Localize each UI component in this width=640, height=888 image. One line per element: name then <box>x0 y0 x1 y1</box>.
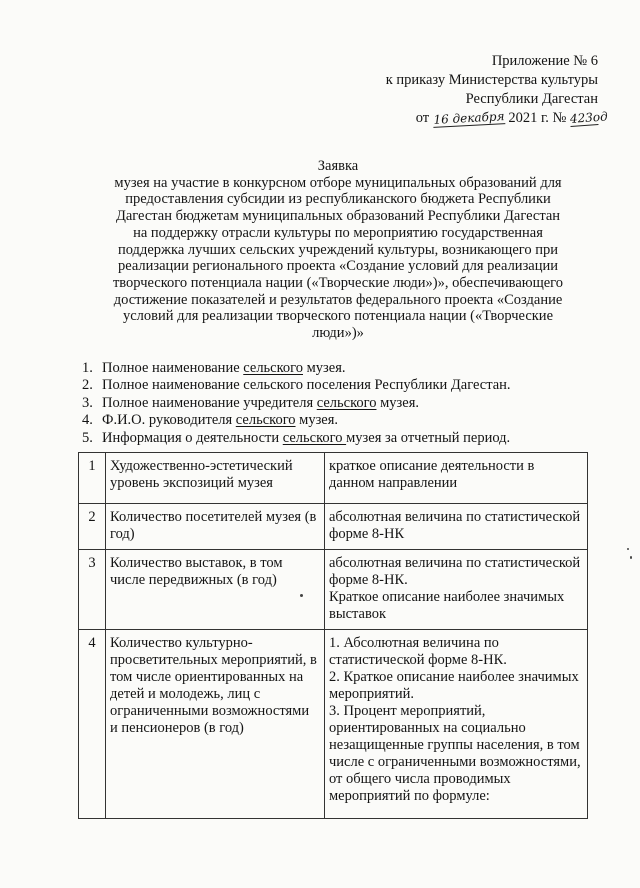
title-line: поддержка лучших сельских учреждений культуры, возникающего при <box>117 241 559 258</box>
description-line: 3. Процент мероприятий, ориентированных на социально незащищенные группы населения, в том числе с ограниченными возможностями, от общего числа проводимых мероприятий по формуле: <box>329 703 581 804</box>
row-number: 2 <box>79 504 106 550</box>
table-row <box>79 453 588 504</box>
scan-speck <box>300 594 303 597</box>
criteria-table <box>78 452 588 819</box>
title-line: условий для реализации творческого потенциала нации («Творческие <box>122 308 554 325</box>
list-item: 3. Полное наименование учредителя сельского музея. <box>82 394 419 411</box>
list-item: 5. Информация о деятельности сельского музея за отчетный период. <box>82 429 511 446</box>
description-line: краткое описание деятельности в данном направлении <box>329 458 535 491</box>
title-line: достижение показателей и результатов федерального проекта «Создание <box>113 291 563 308</box>
list-item: 4. Ф.И.О. руководителя сельского музея. <box>82 412 339 429</box>
description-line: 1. Абсолютная величина по статистической форме 8-НК. <box>329 635 507 668</box>
criterion-label: Художественно-эстетический уровень экспозиций музея <box>106 453 325 504</box>
handwritten-order-number: 423од <box>569 109 609 126</box>
list-item: 2. Полное наименование сельского поселения Республики Дагестан. <box>82 377 511 394</box>
description-line: Краткое описание наиболее значимых выставок <box>329 589 565 622</box>
criterion-description <box>325 504 588 550</box>
title-line: музея на участие в конкурсном отборе муниципальных образований для <box>114 174 562 191</box>
criterion-label: Количество культурно-просветительных мероприятий, в том числе ориентированных на детей и молодежь, лиц с ограниченными возможностями и пенсионеров (в год) <box>106 630 325 819</box>
date-prefix: от <box>415 110 430 126</box>
row-number: 3 <box>79 550 106 630</box>
title-heading: Заявка <box>317 158 359 174</box>
description-line: 2. Краткое описание наиболее значимых мероприятий. <box>329 669 579 702</box>
date-suffix: 2021 г. № <box>508 110 567 126</box>
scan-speck <box>630 556 632 559</box>
order-reference: к приказу Министерства культуры <box>385 72 598 88</box>
handwritten-date: 16 декабря <box>432 109 505 127</box>
list-item: 1. Полное наименование сельского музея. <box>82 360 346 376</box>
criterion-label: Количество выставок, в том числе передвижных (в год) <box>106 550 325 630</box>
title-line: предоставления субсидии из республиканского бюджета Республики <box>125 191 551 208</box>
criterion-label: Количество посетителей музея (в год) <box>106 504 325 550</box>
numbered-list <box>82 360 511 447</box>
criterion-description <box>325 630 588 819</box>
table-row <box>79 630 588 819</box>
appendix-number: Приложение № 6 <box>491 53 598 69</box>
row-number: 1 <box>79 453 106 504</box>
title-line: реализации регионального проекта «Создание условий для реализации <box>117 258 559 275</box>
appendix-header <box>385 52 609 128</box>
description-line: абсолютная величина по статистической форме 8-НК <box>329 509 581 542</box>
title-line: Дагестан бюджетам муниципальных образований Республики Дагестан <box>115 208 561 225</box>
title-line: на поддержку отрасли культуры по мероприятию государственная <box>133 224 543 241</box>
description-line: абсолютная величина по статистической форме 8-НК. <box>329 555 581 588</box>
scan-speck <box>627 548 629 550</box>
application-title <box>88 158 588 342</box>
table-row <box>79 504 588 550</box>
title-line: творческого потенциала нации («Творческие люди»)», обеспечивающего <box>112 274 564 291</box>
order-date-line <box>386 109 609 128</box>
criterion-description <box>325 453 588 504</box>
table-row <box>79 550 588 630</box>
republic-name: Республики Дагестан <box>465 91 598 107</box>
criterion-description <box>325 550 588 630</box>
row-number: 4 <box>79 630 106 819</box>
title-line: люди»)» <box>312 325 364 342</box>
